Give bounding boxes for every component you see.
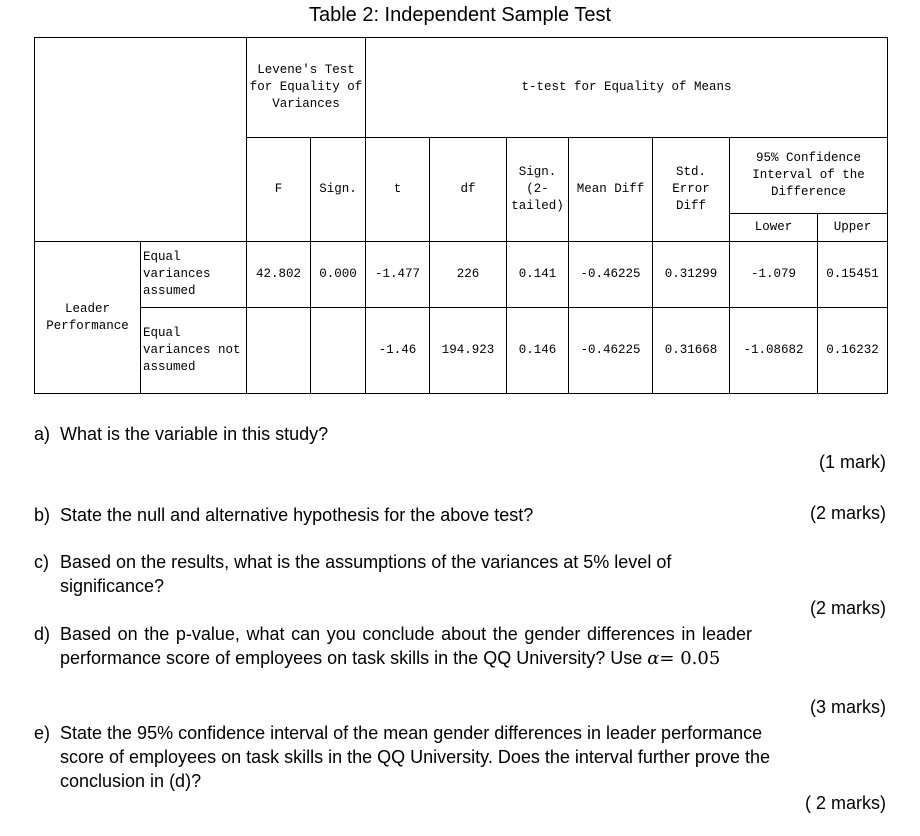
cell-f: 42.802: [247, 242, 311, 308]
cell-sign: [311, 308, 366, 394]
question-d: [34, 622, 752, 671]
alpha-value: = 0.05: [659, 648, 721, 669]
question-text: What is the variable in this study?: [60, 424, 329, 444]
col-header-lower: Lower: [730, 214, 818, 242]
cell-f: [247, 308, 311, 394]
blank-header-cell: [35, 38, 247, 242]
table-row: [35, 308, 888, 394]
col-header-sign-2-tailed: Sign. (2-tailed): [507, 138, 569, 242]
question-label: c): [34, 552, 49, 572]
cell-mean-diff: -0.46225: [569, 308, 653, 394]
cell-lower: -1.08682: [730, 308, 818, 394]
question-e: [34, 721, 770, 793]
col-header-mean-diff: Mean Diff: [569, 138, 653, 242]
question-text: State the 95% confidence interval of the mean gender differences in leader performance score of employees on task skills in the QQ University. Does the interval further prove the conclusion in (d)?: [60, 723, 770, 791]
cell-sign-2-tailed: 0.146: [507, 308, 569, 394]
question-label: b): [34, 505, 51, 525]
ttest-group-header: t-test for Equality of Means: [366, 38, 888, 138]
question-body: [60, 622, 752, 671]
cell-upper: 0.16232: [818, 308, 888, 394]
marks-e: ( 2 marks): [805, 793, 886, 813]
col-header-f: F: [247, 138, 311, 242]
question-c: [34, 550, 780, 598]
question-label: e): [34, 723, 51, 743]
table-title: Table 2: Independent Sample Test: [308, 4, 612, 26]
cell-mean-diff: -0.46225: [569, 242, 653, 308]
question-label: a): [34, 424, 51, 444]
cell-upper: 0.15451: [818, 242, 888, 308]
cell-std-error-diff: 0.31299: [653, 242, 730, 308]
cell-sign-2-tailed: 0.141: [507, 242, 569, 308]
marks-b: (2 marks): [810, 503, 886, 523]
table-row: [35, 242, 888, 308]
question-label: d): [34, 624, 51, 644]
ci-group-header: 95% Confidence Interval of the Difference: [730, 138, 888, 214]
cell-t: -1.477: [366, 242, 430, 308]
row-group-label: Leader Performance: [35, 242, 141, 394]
marks-c: (2 marks): [810, 598, 886, 618]
col-header-sign: Sign.: [311, 138, 366, 242]
cell-t: -1.46: [366, 308, 430, 394]
cell-sign: 0.000: [311, 242, 366, 308]
question-a: [34, 422, 328, 446]
col-header-std-error-diff: Std. Error Diff: [653, 138, 730, 242]
alpha-symbol: α: [647, 648, 660, 669]
question-text: State the null and alternative hypothesis for the above test?: [60, 505, 534, 525]
col-header-df: df: [430, 138, 507, 242]
cell-lower: -1.079: [730, 242, 818, 308]
marks-a: (1 mark): [819, 452, 886, 472]
question-text: Based on the results, what is the assumptions of the variances at 5% level of significance?: [60, 552, 672, 596]
marks-d: (3 marks): [810, 697, 886, 717]
cell-std-error-diff: 0.31668: [653, 308, 730, 394]
cell-df: 226: [430, 242, 507, 308]
levene-group-header: Levene's Test for Equality of Variances: [247, 38, 366, 138]
question-text: Based on the p-value, what can you conclude about the gender differences in leader performance score of employees on task skills in the QQ University? Use: [60, 624, 752, 668]
independent-sample-test-table: [34, 37, 888, 394]
col-header-t: t: [366, 138, 430, 242]
cell-df: 194.923: [430, 308, 507, 394]
row-label: Equal variances assumed: [141, 242, 247, 308]
question-b: [34, 503, 533, 527]
col-header-upper: Upper: [818, 214, 888, 242]
row-label: Equal variances not assumed: [141, 308, 247, 394]
